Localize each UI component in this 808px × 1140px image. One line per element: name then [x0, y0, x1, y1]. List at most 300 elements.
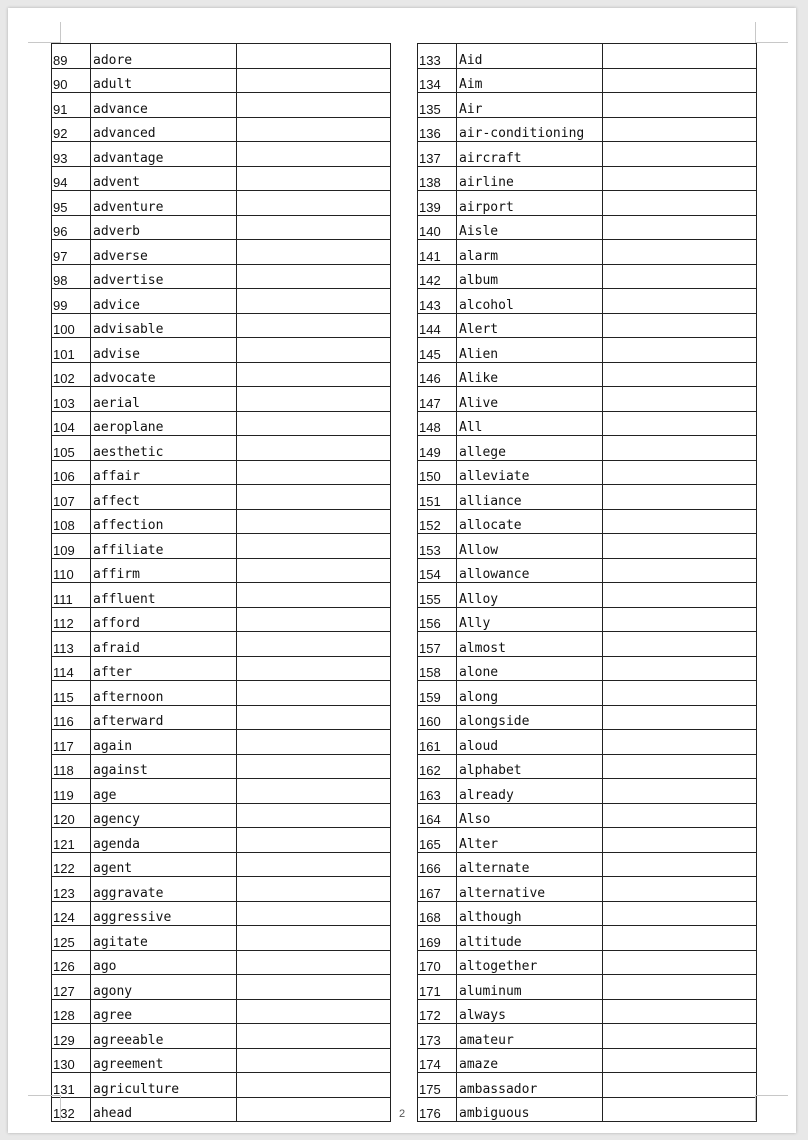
- row-number: 170: [418, 950, 457, 975]
- word-cell: Alert: [457, 313, 603, 338]
- table-row: [418, 142, 757, 167]
- table-row: [52, 1048, 391, 1073]
- word-cell: advantage: [91, 142, 237, 167]
- row-number: 92: [52, 117, 91, 142]
- word-cell: album: [457, 264, 603, 289]
- blank-cell: [237, 632, 391, 657]
- blank-cell: [603, 142, 757, 167]
- table-row: [52, 583, 391, 608]
- blank-cell: [237, 313, 391, 338]
- word-cell: although: [457, 901, 603, 926]
- table-row: [418, 289, 757, 314]
- blank-cell: [237, 999, 391, 1024]
- table-row: [418, 93, 757, 118]
- table-row: [418, 313, 757, 338]
- row-number: 121: [52, 828, 91, 853]
- word-cell: affirm: [91, 558, 237, 583]
- table-row: [418, 926, 757, 951]
- table-row: [52, 338, 391, 363]
- row-number: 176: [418, 1097, 457, 1122]
- blank-cell: [237, 215, 391, 240]
- blank-cell: [603, 117, 757, 142]
- blank-cell: [603, 534, 757, 559]
- blank-cell: [237, 950, 391, 975]
- blank-cell: [603, 1048, 757, 1073]
- row-number: 107: [52, 485, 91, 510]
- blank-cell: [237, 534, 391, 559]
- word-cell: amaze: [457, 1048, 603, 1073]
- table-row: [52, 681, 391, 706]
- blank-cell: [237, 289, 391, 314]
- word-cell: affection: [91, 509, 237, 534]
- word-cell: along: [457, 681, 603, 706]
- table-row: [418, 509, 757, 534]
- blank-cell: [237, 264, 391, 289]
- blank-cell: [603, 632, 757, 657]
- table-row: [418, 950, 757, 975]
- row-number: 134: [418, 68, 457, 93]
- blank-cell: [603, 509, 757, 534]
- blank-cell: [603, 803, 757, 828]
- table-row: [52, 191, 391, 216]
- table-row: [52, 607, 391, 632]
- word-cell: agreeable: [91, 1024, 237, 1049]
- table-row: [52, 901, 391, 926]
- word-cell: adverse: [91, 240, 237, 265]
- blank-cell: [237, 754, 391, 779]
- row-number: 168: [418, 901, 457, 926]
- word-cell: Alloy: [457, 583, 603, 608]
- blank-cell: [603, 166, 757, 191]
- word-cell: alarm: [457, 240, 603, 265]
- row-number: 116: [52, 705, 91, 730]
- word-cell: airline: [457, 166, 603, 191]
- table-row: [52, 485, 391, 510]
- word-cell: airport: [457, 191, 603, 216]
- table-row: [418, 215, 757, 240]
- blank-cell: [603, 191, 757, 216]
- table-row: [418, 338, 757, 363]
- document-page: [8, 8, 796, 1133]
- table-row: [52, 436, 391, 461]
- table-row: [418, 1024, 757, 1049]
- blank-cell: [237, 877, 391, 902]
- crop-mark-top-right: [755, 22, 788, 43]
- table-row: [418, 534, 757, 559]
- row-number: 91: [52, 93, 91, 118]
- row-number: 151: [418, 485, 457, 510]
- row-number: 140: [418, 215, 457, 240]
- row-number: 152: [418, 509, 457, 534]
- table-row: [52, 411, 391, 436]
- blank-cell: [603, 607, 757, 632]
- word-cell: affluent: [91, 583, 237, 608]
- blank-cell: [603, 1073, 757, 1098]
- table-row: [52, 215, 391, 240]
- row-number: 122: [52, 852, 91, 877]
- row-number: 150: [418, 460, 457, 485]
- word-cell: air-conditioning: [457, 117, 603, 142]
- table-row: [418, 68, 757, 93]
- word-cell: almost: [457, 632, 603, 657]
- table-row: [418, 485, 757, 510]
- row-number: 157: [418, 632, 457, 657]
- table-row: [418, 730, 757, 755]
- row-number: 175: [418, 1073, 457, 1098]
- word-table-right: [417, 43, 757, 1122]
- blank-cell: [603, 754, 757, 779]
- page-number: 2: [398, 1108, 406, 1120]
- blank-cell: [603, 877, 757, 902]
- row-number: 141: [418, 240, 457, 265]
- word-cell: advise: [91, 338, 237, 363]
- blank-cell: [237, 583, 391, 608]
- word-cell: Allow: [457, 534, 603, 559]
- row-number: 159: [418, 681, 457, 706]
- word-cell: Alter: [457, 828, 603, 853]
- word-cell: advocate: [91, 362, 237, 387]
- row-number: 167: [418, 877, 457, 902]
- table-row: [418, 607, 757, 632]
- table-row: [418, 779, 757, 804]
- table-row: [418, 583, 757, 608]
- table-row: [52, 117, 391, 142]
- blank-cell: [237, 436, 391, 461]
- table-row: [52, 387, 391, 412]
- blank-cell: [237, 852, 391, 877]
- row-number: 165: [418, 828, 457, 853]
- table-row: [52, 93, 391, 118]
- row-number: 162: [418, 754, 457, 779]
- row-number: 131: [52, 1073, 91, 1098]
- blank-cell: [237, 387, 391, 412]
- blank-cell: [603, 852, 757, 877]
- table-row: [52, 656, 391, 681]
- table-row: [418, 460, 757, 485]
- word-cell: aircraft: [457, 142, 603, 167]
- word-cell: agent: [91, 852, 237, 877]
- word-cell: ahead: [91, 1097, 237, 1122]
- word-cell: advanced: [91, 117, 237, 142]
- table-row: [52, 534, 391, 559]
- table-row: [418, 1048, 757, 1073]
- row-number: 169: [418, 926, 457, 951]
- blank-cell: [603, 44, 757, 69]
- table-row: [418, 632, 757, 657]
- blank-cell: [237, 975, 391, 1000]
- table-row: [52, 852, 391, 877]
- table-row: [52, 44, 391, 69]
- word-cell: ago: [91, 950, 237, 975]
- row-number: 130: [52, 1048, 91, 1073]
- word-cell: Alike: [457, 362, 603, 387]
- table-row: [52, 754, 391, 779]
- word-cell: afternoon: [91, 681, 237, 706]
- row-number: 127: [52, 975, 91, 1000]
- word-cell: affect: [91, 485, 237, 510]
- word-cell: advent: [91, 166, 237, 191]
- row-number: 95: [52, 191, 91, 216]
- blank-cell: [237, 93, 391, 118]
- row-number: 99: [52, 289, 91, 314]
- row-number: 102: [52, 362, 91, 387]
- table-row: [52, 264, 391, 289]
- table-row: [52, 975, 391, 1000]
- row-number: 164: [418, 803, 457, 828]
- blank-cell: [237, 681, 391, 706]
- table-row: [52, 779, 391, 804]
- row-number: 111: [52, 583, 91, 608]
- row-number: 93: [52, 142, 91, 167]
- row-number: 101: [52, 338, 91, 363]
- blank-cell: [603, 901, 757, 926]
- row-number: 96: [52, 215, 91, 240]
- table-row: [418, 44, 757, 69]
- word-cell: adore: [91, 44, 237, 69]
- table-row: [52, 509, 391, 534]
- row-number: 153: [418, 534, 457, 559]
- row-number: 138: [418, 166, 457, 191]
- blank-cell: [603, 681, 757, 706]
- word-cell: afford: [91, 607, 237, 632]
- row-number: 114: [52, 656, 91, 681]
- row-number: 149: [418, 436, 457, 461]
- word-cell: amateur: [457, 1024, 603, 1049]
- row-number: 139: [418, 191, 457, 216]
- row-number: 156: [418, 607, 457, 632]
- blank-cell: [603, 338, 757, 363]
- table-row: [418, 828, 757, 853]
- word-cell: Aisle: [457, 215, 603, 240]
- blank-cell: [237, 509, 391, 534]
- word-cell: affair: [91, 460, 237, 485]
- blank-cell: [237, 828, 391, 853]
- blank-cell: [237, 362, 391, 387]
- row-number: 160: [418, 705, 457, 730]
- word-cell: Alien: [457, 338, 603, 363]
- blank-cell: [237, 117, 391, 142]
- blank-cell: [603, 950, 757, 975]
- blank-cell: [603, 558, 757, 583]
- row-number: 109: [52, 534, 91, 559]
- word-cell: agriculture: [91, 1073, 237, 1098]
- word-cell: already: [457, 779, 603, 804]
- blank-cell: [237, 338, 391, 363]
- table-row: [52, 803, 391, 828]
- table-row: [52, 1073, 391, 1098]
- table-row: [52, 1024, 391, 1049]
- word-cell: agreement: [91, 1048, 237, 1073]
- word-cell: aerial: [91, 387, 237, 412]
- blank-cell: [603, 436, 757, 461]
- word-cell: alone: [457, 656, 603, 681]
- row-number: 119: [52, 779, 91, 804]
- table-row: [52, 240, 391, 265]
- word-cell: Aim: [457, 68, 603, 93]
- word-cell: ambiguous: [457, 1097, 603, 1122]
- word-cell: afterward: [91, 705, 237, 730]
- blank-cell: [603, 240, 757, 265]
- word-cell: All: [457, 411, 603, 436]
- row-number: 148: [418, 411, 457, 436]
- table-row: [418, 803, 757, 828]
- blank-cell: [237, 730, 391, 755]
- table-row: [418, 387, 757, 412]
- table-row: [52, 142, 391, 167]
- word-cell: after: [91, 656, 237, 681]
- blank-cell: [237, 926, 391, 951]
- blank-cell: [603, 387, 757, 412]
- word-cell: agenda: [91, 828, 237, 853]
- blank-cell: [237, 191, 391, 216]
- row-number: 97: [52, 240, 91, 265]
- blank-cell: [237, 44, 391, 69]
- word-cell: agony: [91, 975, 237, 1000]
- table-row: [52, 877, 391, 902]
- blank-cell: [603, 975, 757, 1000]
- table-row: [52, 926, 391, 951]
- row-number: 126: [52, 950, 91, 975]
- word-cell: aluminum: [457, 975, 603, 1000]
- word-cell: altogether: [457, 950, 603, 975]
- row-number: 146: [418, 362, 457, 387]
- row-number: 89: [52, 44, 91, 69]
- blank-cell: [237, 1048, 391, 1073]
- row-number: 123: [52, 877, 91, 902]
- row-number: 115: [52, 681, 91, 706]
- table-row: [52, 632, 391, 657]
- row-number: 125: [52, 926, 91, 951]
- word-cell: advance: [91, 93, 237, 118]
- word-cell: ambassador: [457, 1073, 603, 1098]
- word-cell: Aid: [457, 44, 603, 69]
- word-cell: allege: [457, 436, 603, 461]
- table-row: [52, 828, 391, 853]
- blank-cell: [603, 460, 757, 485]
- blank-cell: [603, 289, 757, 314]
- blank-cell: [603, 705, 757, 730]
- row-number: 104: [52, 411, 91, 436]
- word-cell: aloud: [457, 730, 603, 755]
- table-row: [52, 558, 391, 583]
- blank-cell: [237, 901, 391, 926]
- row-number: 158: [418, 656, 457, 681]
- table-row: [418, 362, 757, 387]
- table-row: [418, 436, 757, 461]
- blank-cell: [237, 240, 391, 265]
- blank-cell: [603, 999, 757, 1024]
- word-cell: adult: [91, 68, 237, 93]
- word-cell: aeroplane: [91, 411, 237, 436]
- row-number: 174: [418, 1048, 457, 1073]
- table-row: [418, 999, 757, 1024]
- word-cell: Air: [457, 93, 603, 118]
- blank-cell: [603, 313, 757, 338]
- word-cell: allowance: [457, 558, 603, 583]
- blank-cell: [237, 142, 391, 167]
- table-row: [418, 191, 757, 216]
- word-cell: agency: [91, 803, 237, 828]
- blank-cell: [237, 705, 391, 730]
- table-row: [418, 877, 757, 902]
- blank-cell: [603, 828, 757, 853]
- word-cell: Alive: [457, 387, 603, 412]
- table-row: [52, 950, 391, 975]
- table-row: [52, 289, 391, 314]
- row-number: 100: [52, 313, 91, 338]
- table-row: [418, 558, 757, 583]
- word-cell: agitate: [91, 926, 237, 951]
- row-number: 171: [418, 975, 457, 1000]
- word-cell: alongside: [457, 705, 603, 730]
- word-cell: advisable: [91, 313, 237, 338]
- row-number: 117: [52, 730, 91, 755]
- table-row: [418, 240, 757, 265]
- blank-cell: [603, 779, 757, 804]
- word-cell: allocate: [457, 509, 603, 534]
- word-cell: alternative: [457, 877, 603, 902]
- table-row: [418, 681, 757, 706]
- table-row: [418, 901, 757, 926]
- row-number: 113: [52, 632, 91, 657]
- blank-cell: [237, 1073, 391, 1098]
- word-cell: aesthetic: [91, 436, 237, 461]
- row-number: 161: [418, 730, 457, 755]
- blank-cell: [603, 93, 757, 118]
- word-cell: adventure: [91, 191, 237, 216]
- blank-cell: [603, 264, 757, 289]
- table-row: [418, 117, 757, 142]
- blank-cell: [237, 485, 391, 510]
- word-cell: aggravate: [91, 877, 237, 902]
- row-number: 143: [418, 289, 457, 314]
- row-number: 147: [418, 387, 457, 412]
- blank-cell: [237, 779, 391, 804]
- row-number: 173: [418, 1024, 457, 1049]
- table-row: [418, 754, 757, 779]
- row-number: 136: [418, 117, 457, 142]
- word-cell: Also: [457, 803, 603, 828]
- word-cell: adverb: [91, 215, 237, 240]
- row-number: 120: [52, 803, 91, 828]
- row-number: 144: [418, 313, 457, 338]
- table-row: [418, 852, 757, 877]
- row-number: 124: [52, 901, 91, 926]
- row-number: 137: [418, 142, 457, 167]
- word-cell: against: [91, 754, 237, 779]
- blank-cell: [603, 1024, 757, 1049]
- blank-cell: [603, 583, 757, 608]
- blank-cell: [603, 68, 757, 93]
- blank-cell: [237, 1024, 391, 1049]
- table-row: [418, 1073, 757, 1098]
- blank-cell: [603, 215, 757, 240]
- row-number: 103: [52, 387, 91, 412]
- word-cell: age: [91, 779, 237, 804]
- blank-cell: [237, 68, 391, 93]
- row-number: 110: [52, 558, 91, 583]
- row-number: 133: [418, 44, 457, 69]
- blank-cell: [603, 730, 757, 755]
- table-row: [52, 362, 391, 387]
- row-number: 98: [52, 264, 91, 289]
- row-number: 135: [418, 93, 457, 118]
- blank-cell: [237, 460, 391, 485]
- table-row: [52, 166, 391, 191]
- table-row: [418, 705, 757, 730]
- blank-cell: [237, 656, 391, 681]
- word-cell: advertise: [91, 264, 237, 289]
